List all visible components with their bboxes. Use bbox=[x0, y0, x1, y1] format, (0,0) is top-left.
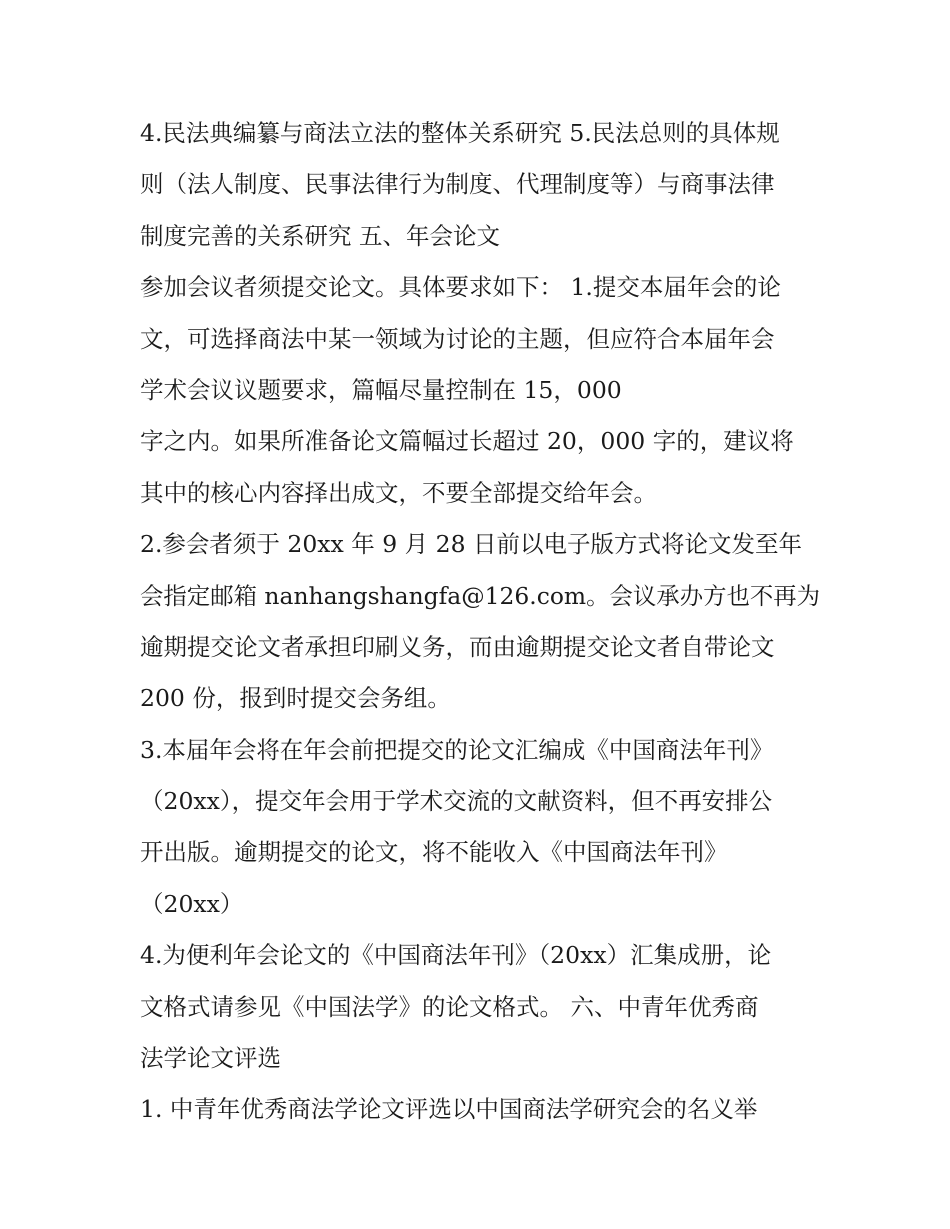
text-line: （20xx） bbox=[140, 889, 244, 918]
text-line: 4.为便利年会论文的《中国商法年刊》（20xx）汇集成册，论 bbox=[140, 941, 772, 970]
text-line: 开出版。逾期提交的论文，将不能收入《中国商法年刊》 bbox=[140, 838, 728, 867]
text-line: 2.参会者须于 20xx 年 9 月 28 日前以电子版方式将论文发至年 bbox=[140, 530, 803, 559]
text-line: 200 份，报到时提交会务组。 bbox=[140, 684, 451, 713]
text-line: 法学论文评选 bbox=[140, 1044, 281, 1073]
text-line: （20xx），提交年会用于学术交流的文献资料，但不再安排公 bbox=[140, 787, 773, 816]
text-line: 制度完善的关系研究 五、年会论文 bbox=[140, 221, 500, 250]
text-line: 4.民法典编纂与商法立法的整体关系研究 5.民法总则的具体规 bbox=[140, 119, 780, 147]
text-line: 则（法人制度、民事法律行为制度、代理制度等）与商事法律 bbox=[140, 170, 775, 199]
text-line: 1. 中青年优秀商法学论文评选以中国商法学研究会的名义举 bbox=[140, 1095, 758, 1124]
text-line: 学术会议议题要求，篇幅尽量控制在 15，000 bbox=[140, 375, 622, 404]
text-line: 会指定邮箱 nanhangshangfa@126.com。会议承办方也不再为 bbox=[140, 581, 821, 610]
document-body bbox=[140, 108, 820, 1136]
text-line: 文，可选择商法中某一领域为讨论的主题，但应符合本届年会 bbox=[140, 324, 775, 353]
text-line: 文格式请参见《中国法学》的论文格式。 六、中青年优秀商 bbox=[140, 992, 759, 1021]
text-line: 字之内。如果所准备论文篇幅过长超过 20，000 字的，建议将 bbox=[140, 427, 794, 456]
text-line: 其中的核心内容择出成文，不要全部提交给年会。 bbox=[140, 478, 657, 507]
text-line: 3.本届年会将在年会前把提交的论文汇编成《中国商法年刊》 bbox=[140, 735, 774, 764]
text-line: 逾期提交论文者承担印刷义务，而由逾期提交论文者自带论文 bbox=[140, 632, 775, 661]
text-line: 参加会议者须提交论文。具体要求如下： 1.提交本届年会的论 bbox=[140, 273, 781, 302]
